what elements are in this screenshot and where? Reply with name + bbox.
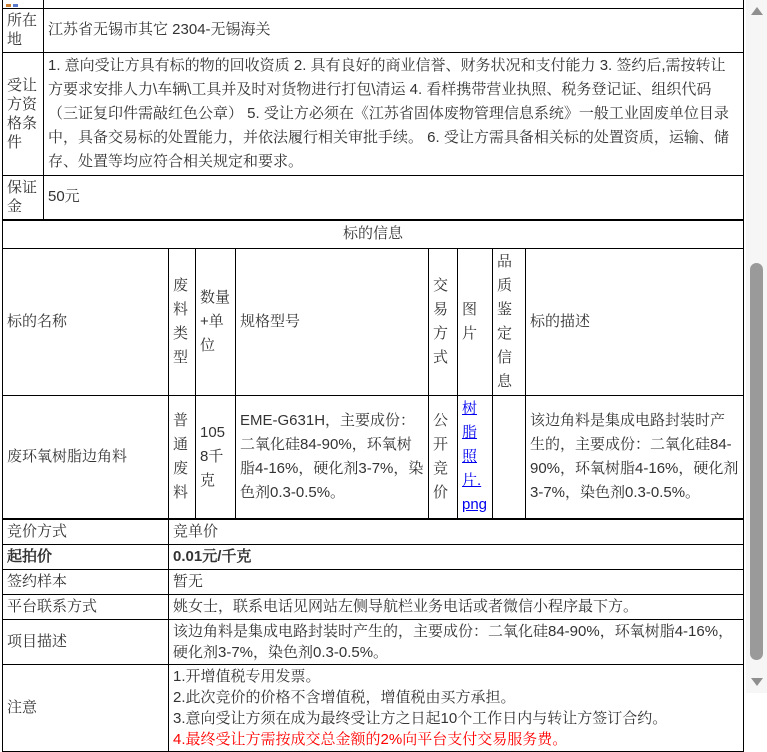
- header-trade-mode: 交易方式: [429, 248, 458, 395]
- header-quantity-unit: 数量+单位: [196, 248, 236, 395]
- table-row-contract-sample: [3, 569, 744, 594]
- header-subject-name: 标的名称: [3, 248, 169, 395]
- notice-value: [169, 664, 744, 751]
- location-value: 江苏省无锡市其它 2304-无锡海关: [44, 8, 744, 52]
- deposit-label: 保证金: [3, 175, 44, 219]
- header-subject-description: 标的描述: [526, 248, 744, 395]
- table-row-location: [3, 8, 744, 52]
- starting-price-label: 起拍价: [3, 544, 169, 569]
- deposit-value: 50元: [44, 175, 744, 219]
- vertical-scrollbar[interactable]: [746, 0, 767, 693]
- notice-line-3: 3.意向受让方须在成为最终受让方之日起10个工作日内与转让方签订合约。: [173, 709, 668, 727]
- platform-contact-value: 姚女士，联系电话见网站左侧导航栏业务电话或者微信小程序最下方。: [169, 594, 744, 619]
- basic-info-table: [2, 0, 744, 220]
- item-spec: EME-G631H，主要成份：二氧化硅84-90%，环氧树脂4-16%，硬化剂3-7%，染色剂0.3-0.5%。: [236, 395, 429, 518]
- item-trade-mode: 公开竞价: [429, 395, 458, 518]
- header-picture: 图片: [458, 248, 493, 395]
- listing-detail-document: [2, 0, 744, 752]
- item-header-row: [3, 248, 744, 395]
- project-description-value: 该边角料是集成电路封装时产生的，主要成份：二氧化硅84-90%，环氧树脂4-16%，硬化剂3-7%，染色剂0.3-0.5%。: [169, 619, 744, 664]
- section-title-row: [3, 220, 744, 248]
- clipped-row-fragment: [3, 0, 43, 7]
- header-quality-info: 品质鉴定信息: [493, 248, 526, 395]
- header-spec-model: 规格型号: [236, 248, 429, 395]
- location-label: 所在地: [3, 8, 44, 52]
- bid-mode-value: 竞单价: [169, 519, 744, 544]
- scroll-down-arrow-icon[interactable]: [751, 678, 763, 686]
- starting-price-value: 0.01元/千克: [169, 544, 744, 569]
- scroll-up-arrow-icon[interactable]: [751, 7, 763, 15]
- item-name: 废环氧树脂边角料: [3, 395, 169, 518]
- platform-contact-label: 平台联系方式: [3, 594, 169, 619]
- scrollbar-thumb[interactable]: [750, 263, 763, 660]
- project-description-label: 项目描述: [3, 619, 169, 664]
- table-row-bid-mode: [3, 519, 744, 544]
- picture-file-link[interactable]: 树脂照片.png: [462, 399, 488, 513]
- table-row-deposit: [3, 175, 744, 219]
- table-row-starting-price: [3, 544, 744, 569]
- qualification-label: 受让方资格条件: [3, 52, 44, 175]
- clipped-row: [3, 0, 744, 8]
- clipped-row-label: [3, 0, 44, 8]
- clipped-row-value: [44, 0, 744, 8]
- item-quality-info: [493, 395, 526, 518]
- qualification-value: 1. 意向受让方具有标的物的回收资质 2. 具有良好的商业信誉、财务状况和支付能力 3. 签约后,需按转让方要求安排人力\车辆\工具并及时对货物进行打包\清运 4. 看样携带营业执照、税务登记证、组织代码（三证复印件需敲红色公章） 5. 受让方必须在《江苏省固体废物管理信息系统》一般工业固废单位目录中，具备交易标的处置能力，并依法履行相关审批手续。 6. 受让方需具备相关标的处置资质，运输、储存、处置等均应符合相关规定和要求。: [44, 52, 744, 175]
- bid-mode-label: 竞价方式: [3, 519, 169, 544]
- section-title: 标的信息: [3, 220, 744, 248]
- table-row-qualification: [3, 52, 744, 175]
- item-quantity: 1058千克: [196, 395, 236, 518]
- item-description: 该边角料是集成电路封装时产生的，主要成份：二氧化硅84-90%，环氧树脂4-16%，硬化剂3-7%，染色剂0.3-0.5%。: [526, 395, 744, 518]
- table-row-platform-contact: [3, 594, 744, 619]
- detail-table: [2, 519, 744, 752]
- table-row-notice: [3, 664, 744, 751]
- contract-sample-value: 暂无: [169, 569, 744, 594]
- item-picture-cell: [458, 395, 493, 518]
- header-waste-type: 废料类型: [169, 248, 196, 395]
- notice-label: 注意: [3, 664, 169, 751]
- notice-line-4-highlight: 4.最终受让方需按成交总金额的2%向平台支付交易服务费。: [173, 730, 568, 748]
- notice-line-1: 1.开增值税专用发票。: [173, 667, 321, 685]
- subject-info-table: [2, 220, 744, 519]
- contract-sample-label: 签约样本: [3, 569, 169, 594]
- item-waste-type: 普通废料: [169, 395, 196, 518]
- item-data-row: [3, 395, 744, 518]
- notice-line-2: 2.此次竞价的价格不含增值税，增值税由买方承担。: [173, 688, 516, 706]
- table-row-project-description: [3, 619, 744, 664]
